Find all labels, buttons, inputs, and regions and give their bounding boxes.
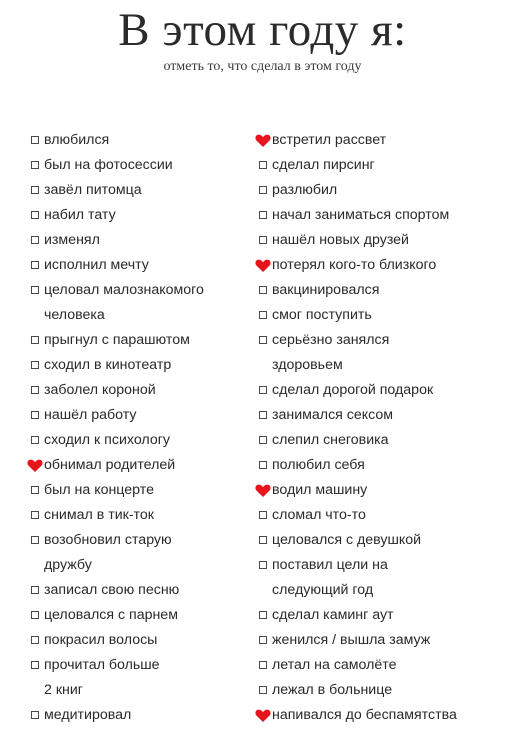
checkbox-icon[interactable] [31,711,39,719]
heart-mark-icon[interactable] [255,483,271,498]
checklist-item[interactable] [258,503,520,528]
checklist-item-label: прыгнул с парашютом [44,332,190,348]
checkbox-icon[interactable] [31,286,39,294]
checklist-item[interactable] [258,153,520,178]
checklist-item[interactable] [30,253,255,278]
checkbox-icon[interactable] [259,661,267,669]
checklist-item-label: нашёл новых друзей [272,232,409,248]
checklist-item[interactable] [30,328,255,353]
checklist-item-label: обнимал родителей [44,457,176,473]
heart-mark-icon[interactable] [255,133,271,148]
checklist-item[interactable] [30,453,255,478]
page-subtitle: отметь то, что сделал в этом году [163,59,362,74]
checklist-item-label: сделал дорогой подарок [272,382,434,398]
checklist-item[interactable] [30,403,255,428]
heart-mark-icon[interactable] [255,708,271,723]
checklist-item-label: 2 книг [44,682,83,698]
checklist-item-label: сделал каминг аут [272,607,394,623]
checklist-item-label: летал на самолёте [272,657,397,673]
checkbox-icon[interactable] [259,611,267,619]
checkbox-icon[interactable] [259,161,267,169]
checkbox-icon[interactable] [259,511,267,519]
checkbox-icon[interactable] [31,336,39,344]
checkbox-icon[interactable] [31,136,39,144]
checkbox-icon[interactable] [259,336,267,344]
checklist-item[interactable] [30,603,255,628]
checklist-item-label: женился / вышла замуж [272,632,431,648]
checklist-item[interactable] [30,228,255,253]
checklist-item-label: нашёл работу [44,407,137,423]
checklist-item[interactable] [258,403,520,428]
checklist-item[interactable] [30,503,255,528]
checklist-item-label: лежал в больнице [272,682,393,698]
checklist-item[interactable] [258,653,520,678]
checklist-item-label: напивался до беспамятства [272,707,457,723]
checkbox-icon[interactable] [259,461,267,469]
checklist-item[interactable] [30,528,255,578]
checklist-item[interactable] [30,278,255,328]
left-checklist [30,128,255,728]
checklist-item[interactable] [30,178,255,203]
checklist-item-label: покрасил волосы [44,632,158,648]
checkbox-icon[interactable] [259,386,267,394]
checkbox-icon[interactable] [31,661,39,669]
checklist-item[interactable] [258,478,520,503]
checklist-item-label: снимал в тик-ток [44,507,154,523]
checklist-item-label: водил машину [272,482,368,498]
checkbox-icon[interactable] [259,436,267,444]
checklist-item[interactable] [258,553,520,603]
checklist-item-label: смог поступить [272,307,372,323]
checklist-item-label: серьёзно занялся [272,332,390,348]
checklist-item-label: медитировал [44,707,132,723]
checklist-item-label: прочитал больше [44,657,160,673]
checklist-item[interactable] [258,253,520,278]
checklist-item[interactable] [258,328,520,378]
checkbox-icon[interactable] [259,411,267,419]
checklist-item[interactable] [258,278,520,303]
checkbox-icon[interactable] [259,536,267,544]
checklist-item[interactable] [258,528,520,553]
checklist-item-label: исполнил мечту [44,257,149,273]
checklist-item-label: слепил снеговика [272,432,389,448]
checklist-item-label: целовался с девушкой [272,532,422,548]
checklist-item[interactable] [258,603,520,628]
checklist-item-label: занимался сексом [272,407,394,423]
checklist-item-label: потерял кого-то близкого [272,257,437,273]
checklist-item-label: заболел короной [44,382,156,398]
checklist-item-label: был на концерте [44,482,154,498]
checklist-item[interactable] [30,378,255,403]
page-title: В этом году я: [118,4,407,56]
checklist-item[interactable] [30,628,255,653]
checklist-item[interactable] [258,378,520,403]
checkbox-icon[interactable] [31,411,39,419]
checkbox-icon[interactable] [259,561,267,569]
heart-mark-icon[interactable] [27,458,43,473]
checkbox-icon[interactable] [259,311,267,319]
checklist-item[interactable] [258,203,520,228]
checklist-item[interactable] [30,353,255,378]
checkbox-icon[interactable] [31,211,39,219]
right-checklist [258,128,520,728]
checklist-item[interactable] [258,703,520,728]
checkbox-icon[interactable] [31,511,39,519]
checklist-item[interactable] [258,228,520,253]
checklist-item-label: вакцинировался [272,282,380,298]
checkbox-icon[interactable] [31,586,39,594]
checkbox-icon[interactable] [31,536,39,544]
checklist-item-label: следующий год [272,582,374,598]
checkbox-icon[interactable] [31,486,39,494]
checklist-item[interactable] [30,653,255,703]
checklist-item-label: полюбил себя [272,457,365,473]
checkbox-icon[interactable] [31,636,39,644]
checklist-item-label: человека [44,307,105,323]
checklist-item-label: целовался с парнем [44,607,178,623]
checkbox-icon[interactable] [31,186,39,194]
checklist-item-label: дружбу [44,557,92,573]
checklist-item-label: записал свою песню [44,582,180,598]
checklist-item-label: сходил в кинотеатр [44,357,172,373]
checklist-item[interactable] [30,153,255,178]
checklist-item-label: изменял [44,232,100,248]
checklist-item-label: был на фотосессии [44,157,173,173]
checkbox-icon[interactable] [259,211,267,219]
checkbox-icon[interactable] [31,361,39,369]
checklist-item-label: начал заниматься спортом [272,207,450,223]
checklist-item[interactable] [258,453,520,478]
checklist-item[interactable] [30,428,255,453]
checkbox-icon[interactable] [31,436,39,444]
checklist-item[interactable] [258,678,520,703]
checkbox-icon[interactable] [31,611,39,619]
checklist-item-label: встретил рассвет [272,132,387,148]
checklist-item[interactable] [258,303,520,328]
checkbox-icon[interactable] [259,286,267,294]
checklist-item-label: сломал что-то [272,507,366,523]
checkbox-icon[interactable] [259,186,267,194]
checklist-item-label: здоровьем [272,357,343,373]
checklist-item-label: возобновил старую [44,532,172,548]
checkbox-icon[interactable] [31,261,39,269]
checkbox-icon[interactable] [31,236,39,244]
checkbox-icon[interactable] [259,636,267,644]
checklist-item[interactable] [30,203,255,228]
checklist-item[interactable] [258,428,520,453]
checklist-item-label: сделал пирсинг [272,157,375,173]
checklist-item[interactable] [30,478,255,503]
checkbox-icon[interactable] [259,236,267,244]
checklist-item[interactable] [258,178,520,203]
checklist-item-label: разлюбил [272,182,338,198]
checklist-item[interactable] [258,128,520,153]
checklist-item-label: целовал малознакомого [44,282,204,298]
checklist-item-label: набил тату [44,207,116,223]
checklist-item[interactable] [30,128,255,153]
checklist-item[interactable] [258,628,520,653]
checkbox-icon[interactable] [31,161,39,169]
checkbox-icon[interactable] [259,686,267,694]
checklist-item[interactable] [30,578,255,603]
heart-mark-icon[interactable] [255,258,271,273]
checklist-item-label: завёл питомца [44,182,142,198]
checklist-item-label: сходил к психологу [44,432,170,448]
checkbox-icon[interactable] [31,386,39,394]
checklist-item-label: влюбился [44,132,110,148]
checklist-item[interactable] [30,703,255,728]
checklist-item-label: поставил цели на [272,557,388,573]
